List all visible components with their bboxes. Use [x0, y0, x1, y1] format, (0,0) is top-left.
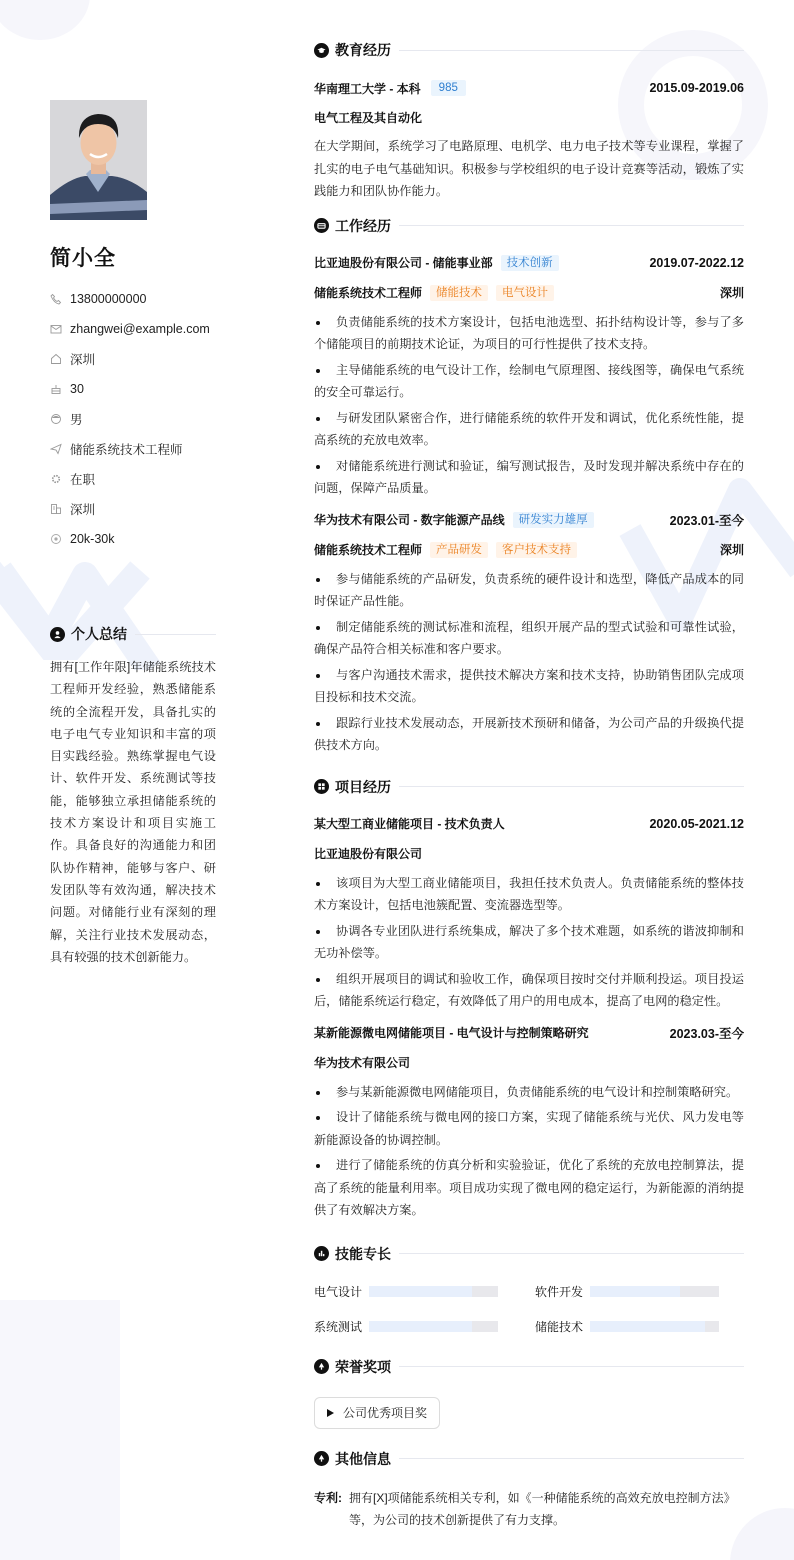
- skill-item: [535, 1319, 735, 1335]
- section-title: 荣誉奖项: [335, 1358, 391, 1375]
- other-label: 专利:: [314, 1490, 342, 1505]
- skill-name: 储能技术: [535, 1320, 584, 1334]
- award-label: 公司优秀项目奖: [343, 1406, 428, 1420]
- work-city: 深圳: [719, 543, 744, 557]
- education-date: 2015.09-2019.06: [649, 81, 744, 95]
- section-title: 教育经历: [335, 42, 391, 58]
- decor-rect: [0, 1300, 120, 1560]
- divider: [399, 50, 744, 51]
- bullet-item: 参与某新能源微电网储能项目，负责储能系统的电气设计和控制策略研究。: [314, 1081, 744, 1104]
- section-header: [314, 1449, 744, 1469]
- skill-level-fill: [369, 1286, 472, 1297]
- work-bullets: [314, 568, 744, 757]
- summary-section: [50, 624, 216, 968]
- divider: [399, 1458, 744, 1459]
- bullet-item: 主导储能系统的电气设计工作，绘制电气原理图、接线图等，确保电气系统的安全可靠运行。: [314, 359, 744, 404]
- award-item[interactable]: [314, 1397, 440, 1429]
- project-date: 2020.05-2021.12: [649, 816, 744, 831]
- work-item: [314, 510, 744, 757]
- work-header-row: [314, 510, 744, 530]
- email-value: zhangwei@example.com: [70, 322, 210, 336]
- send-icon: [50, 443, 62, 455]
- skill-bar: [590, 1321, 719, 1332]
- project-item: [314, 814, 744, 1013]
- role-title: 储能系统技术工程师: [314, 286, 423, 300]
- bullet-item: 与研发团队紧密合作，进行储能系统的软件开发和调试，优化系统性能，提高系统的充放电效率。: [314, 407, 744, 452]
- skill-bar: [590, 1286, 719, 1297]
- award-icon: [314, 1359, 329, 1374]
- other-section: [314, 1449, 744, 1531]
- bullet-item: 制定储能系统的测试标准和流程，组织开展产品的型式试验和可靠性试验，确保产品符合相关标准和客户要求。: [314, 616, 744, 661]
- company-tag: 研发实力雄厚: [513, 512, 594, 528]
- role-row: [314, 540, 744, 560]
- divider: [399, 1366, 744, 1367]
- location-value: 深圳: [70, 353, 96, 367]
- role-tag: 产品研发: [430, 542, 488, 558]
- info-status: [50, 464, 216, 494]
- bullet-item: 与客户沟通技术需求，提供技术解决方案和技术支持，协助销售团队完成项目投标和技术交流。: [314, 664, 744, 709]
- skill-item: [314, 1319, 535, 1335]
- divider: [399, 225, 744, 226]
- skill-level-fill: [590, 1286, 680, 1297]
- role-tag: 储能技术: [430, 285, 488, 301]
- work-bullets: [314, 311, 744, 500]
- bullet-item: 设计了储能系统与微电网的接口方案，实现了储能系统与光伏、风力发电等新能源设备的协调控制。: [314, 1106, 744, 1151]
- company-name: 比亚迪股份有限公司 - 储能事业部: [314, 256, 493, 270]
- gender-icon: [50, 413, 62, 425]
- education-header-row: [314, 78, 744, 98]
- divider: [399, 1253, 744, 1254]
- bullet-item: 跟踪行业技术发展动态，开展新技术预研和储备，为公司产品的升级换代提供技术方向。: [314, 712, 744, 757]
- project-company: 华为技术有限公司: [314, 1055, 411, 1070]
- bullet-item: 参与储能系统的产品研发，负责系统的硬件设计和选型，降低产品成本的同时保证产品性能。: [314, 568, 744, 613]
- project-bullets: [314, 1081, 744, 1222]
- building-icon: [50, 503, 62, 515]
- age-value: 30: [70, 382, 84, 396]
- work-date: 2019.07-2022.12: [649, 255, 744, 270]
- cake-icon: [50, 383, 62, 395]
- skill-bar: [369, 1321, 498, 1332]
- section-header: [314, 216, 744, 236]
- skills-grid: [314, 1284, 744, 1335]
- section-title: 个人总结: [71, 626, 127, 642]
- candidate-name: 简小全: [50, 247, 116, 270]
- info-position: [50, 434, 216, 464]
- info-work-city: [50, 494, 216, 524]
- education-description: 在大学期间，系统学习了电路原理、电机学、电力电子技术等专业课程，掌握了扎实的电子电气基础知识。积极参与学校组织的电子设计竞赛等活动，锻炼了实践能力和团队协作能力。: [314, 139, 744, 198]
- home-icon: [50, 353, 62, 365]
- info-age: [50, 374, 216, 404]
- section-header: [314, 1357, 744, 1377]
- school-name: 华南理工大学 - 本科: [314, 81, 421, 96]
- mail-icon: [50, 323, 62, 335]
- graduation-cap-icon: [314, 43, 329, 58]
- awards-section: [314, 1357, 744, 1429]
- project-bullets: [314, 872, 744, 1013]
- profile-sidebar: [50, 100, 216, 554]
- divider: [135, 634, 216, 635]
- main-content: [314, 40, 744, 1531]
- role-title: 储能系统技术工程师: [314, 543, 423, 557]
- school-tag: 985: [431, 80, 466, 96]
- info-salary: [50, 524, 216, 554]
- info-phone: [50, 284, 216, 314]
- work-city-value: 深圳: [70, 503, 96, 517]
- skill-name: 软件开发: [535, 1285, 584, 1299]
- section-title: 技能专长: [335, 1245, 391, 1262]
- skill-level-fill: [369, 1321, 472, 1332]
- role-row: [314, 283, 744, 303]
- phone-icon: [50, 293, 62, 305]
- work-section: [314, 216, 744, 757]
- project-item: [314, 1023, 744, 1222]
- play-triangle-icon: [327, 1409, 334, 1417]
- bar-chart-icon: [314, 1246, 329, 1261]
- status-value: 在职: [70, 473, 96, 487]
- project-name: 某大型工商业储能项目 - 技术负责人: [314, 817, 505, 831]
- major: 电气工程及其自动化: [314, 111, 423, 125]
- education-section: [314, 40, 744, 203]
- bullet-item: 协调各专业团队进行系统集成，解决了多个技术难题，如系统的谐波抑制和无功补偿等。: [314, 920, 744, 965]
- contact-info-list: [50, 284, 216, 554]
- other-info-row: [314, 1487, 744, 1531]
- work-city: 深圳: [719, 286, 744, 300]
- grid-icon: [314, 779, 329, 794]
- company-name: 华为技术有限公司 - 数字能源产品线: [314, 513, 505, 527]
- salary-icon: [50, 533, 62, 545]
- user-icon: [50, 627, 65, 642]
- other-value: 拥有[X]项储能系统相关专利，如《一种储能系统的高效充放电控制方法》等，为公司的技术创新提供了有力支撑。: [349, 1490, 736, 1527]
- skill-item: [314, 1284, 535, 1300]
- info-gender: [50, 404, 216, 434]
- section-header: [314, 777, 744, 797]
- briefcase-icon: [314, 218, 329, 233]
- skill-level-fill: [590, 1321, 705, 1332]
- avatar: [50, 100, 147, 220]
- section-title: 项目经历: [335, 778, 391, 795]
- project-header-row: [314, 814, 744, 834]
- section-header: [314, 40, 744, 60]
- status-gear-icon: [50, 473, 62, 485]
- tree-icon: [314, 1451, 329, 1466]
- skill-name: 系统测试: [314, 1320, 363, 1334]
- section-title: 其他信息: [335, 1450, 391, 1467]
- skill-bar: [369, 1286, 498, 1297]
- divider: [399, 786, 744, 787]
- skill-item: [535, 1284, 735, 1300]
- work-item: [314, 253, 744, 500]
- info-location: [50, 344, 216, 374]
- bullet-item: 组织开展项目的调试和验收工作，确保项目按时交付并顺利投运。项目投运后，储能系统运行稳定，有效降低了用户的用电成本，提高了电网的稳定性。: [314, 968, 744, 1013]
- summary-text: 拥有[工作年限]年储能系统技术工程师开发经验，熟悉储能系统的全流程开发，具备扎实的电子电气专业知识和丰富的项目实践经验。熟练掌握电气设计、软件开发、系统测试等技能，能够独立承担储能系统的技术方案设计和项目实施工作。具备良好的沟通能力和团队协作精神，能够与客户、研发团队等有效沟通，解决技术问题。对储能行业有深刻的理解，关注行业技术发展动态，具有较强的技术创新能力。: [50, 660, 216, 964]
- skill-name: 电气设计: [314, 1285, 363, 1299]
- section-header: [50, 624, 216, 644]
- project-header-row: [314, 1023, 744, 1043]
- work-date: 2023.01-至今: [669, 513, 744, 528]
- section-header: [314, 1244, 744, 1264]
- project-name: 某新能源微电网储能项目 - 电气设计与控制策略研究: [314, 1026, 589, 1040]
- work-header-row: [314, 253, 744, 273]
- bullet-item: 对储能系统进行测试和验证，编写测试报告，及时发现并解决系统中存在的问题，保障产品质量。: [314, 455, 744, 500]
- position-value: 储能系统技术工程师: [70, 443, 183, 457]
- skills-section: [314, 1244, 744, 1335]
- company-tag: 技术创新: [501, 255, 559, 271]
- project-date: 2023.03-至今: [669, 1026, 744, 1041]
- bullet-item: 进行了储能系统的仿真分析和实验验证，优化了系统的充放电控制算法，提高了系统的能量利用率。项目成功实现了微电网的稳定运行，为新能源的消纳提供了有效解决方案。: [314, 1154, 744, 1222]
- section-title: 工作经历: [335, 217, 391, 234]
- projects-section: [314, 777, 744, 1222]
- info-email: [50, 314, 216, 344]
- role-tag: 客户技术支持: [496, 542, 577, 558]
- phone-value: 13800000000: [70, 292, 147, 306]
- salary-value: 20k-30k: [70, 532, 115, 546]
- project-company: 比亚迪股份有限公司: [314, 846, 423, 861]
- role-tag: 电气设计: [496, 285, 554, 301]
- gender-value: 男: [70, 413, 83, 427]
- decor-circle: [0, 0, 90, 40]
- bullet-item: 该项目为大型工商业储能项目，我担任技术负责人。负责储能系统的整体技术方案设计，包括电池簇配置、变流器选型等。: [314, 872, 744, 917]
- bullet-item: 负责储能系统的技术方案设计，包括电池选型、拓扑结构设计等，参与了多个储能项目的前期技术论证，为项目的可行性提供了技术支持。: [314, 311, 744, 356]
